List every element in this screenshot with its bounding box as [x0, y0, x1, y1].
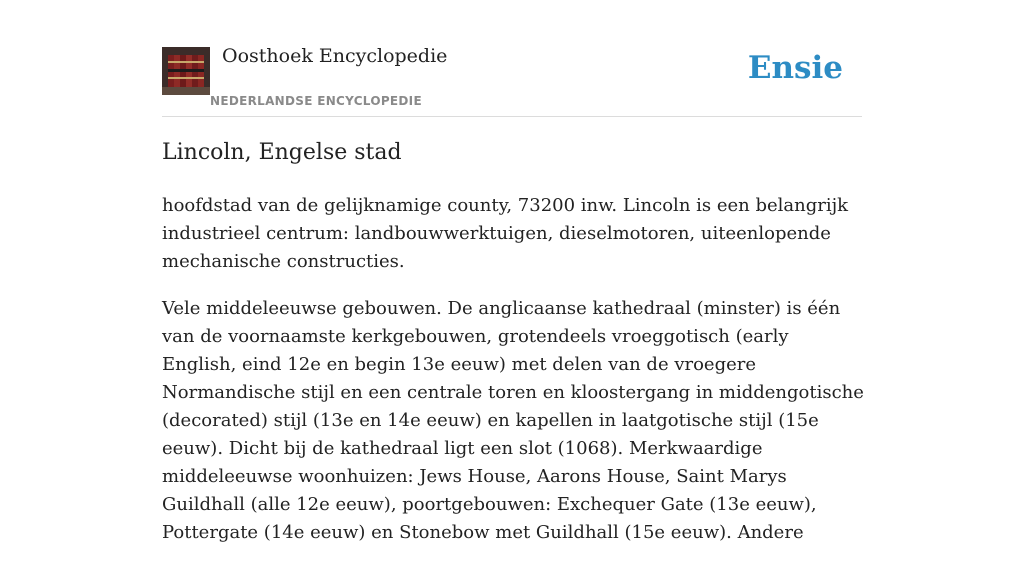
site-header: [162, 0, 862, 117]
encyclopedia-books-icon[interactable]: [162, 47, 210, 95]
site-subtitle: NEDERLANDSE ENCYCLOPEDIE: [210, 94, 422, 108]
brand-logo[interactable]: Ensie: [747, 50, 843, 86]
site-name[interactable]: Oosthoek Encyclopedie: [222, 45, 448, 67]
article-paragraph: Vele middeleeuwse gebouwen. De anglicaanse kathedraal (minster) is één van de voornaamste kerkgebouwen, grotendeels vroeggotisch (early English, eind 12e en begin 13e eeuw) met delen van de vroegere Normandische stijl en een centrale toren en kloostergang in middengotische (decorated) stijl (13e en 14e eeuw) en kapellen in laatgotische stijl (15e eeuw). Dicht bij de kathedraal ligt een slot (1068). Merkwaardige middeleeuwse woonhuizen: Jews House, Aarons House, Saint Marys Guildhall (alle 12e eeuw), poortgebouwen: Exchequer Gate (13e eeuw), Pottergate (14e eeuw) en Stonebow met Guildhall (15e eeuw). Andere: [162, 298, 864, 543]
article-paragraph: hoofdstad van de gelijknamige county, 73200 inw. Lincoln is een belangrijk industrieel centrum: landbouwwerktuigen, dieselmotoren, uiteenlopende mechanische constructies.: [162, 195, 849, 272]
article-title: Lincoln, Engelse stad: [162, 140, 402, 165]
article-body: [162, 192, 868, 566]
